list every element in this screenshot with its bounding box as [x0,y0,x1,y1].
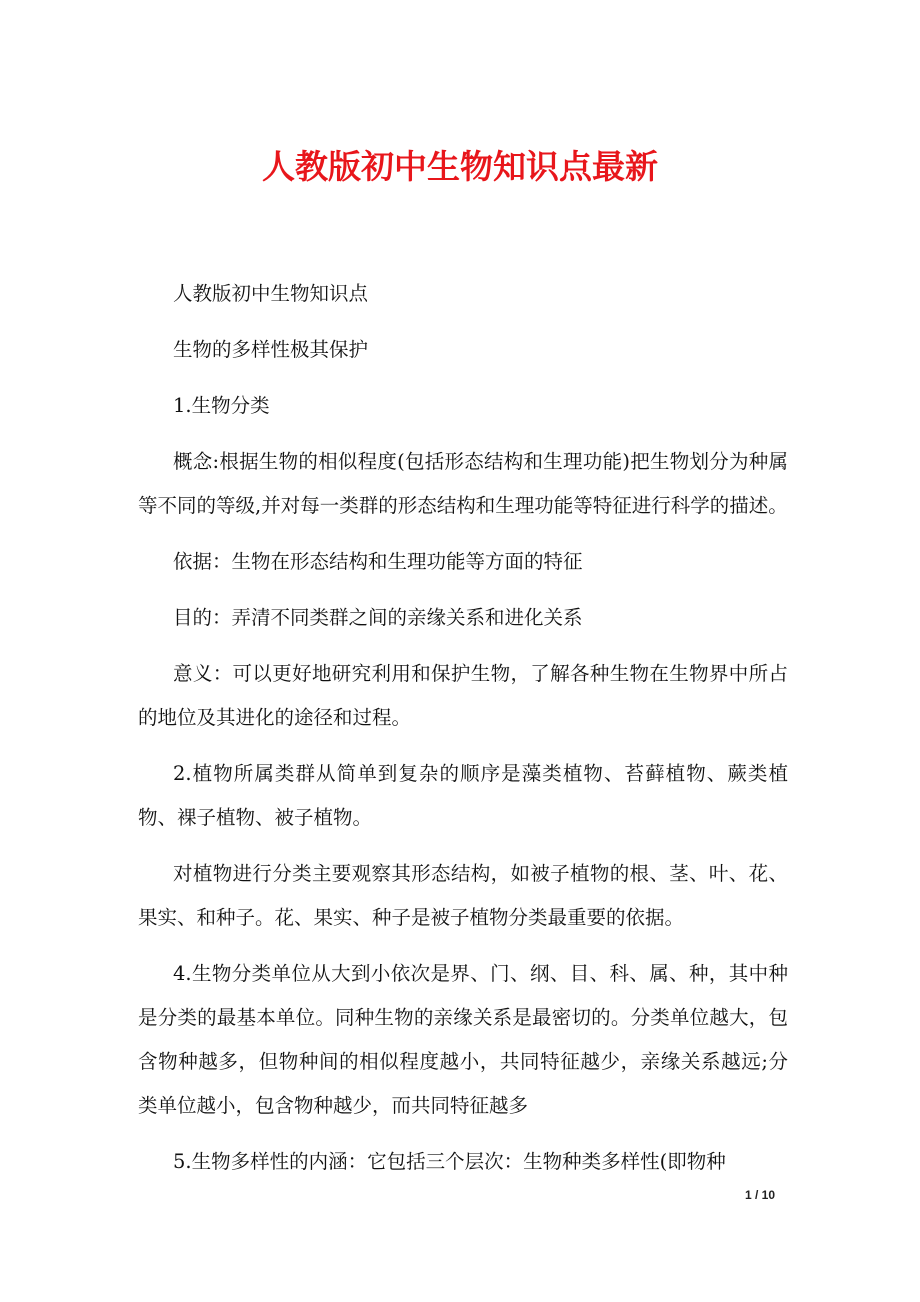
paragraph: 生物的多样性极其保护 [173,338,369,361]
document-title: 人教版初中生物知识点最新 [262,147,658,186]
paragraph: 意义：可以更好地研究利用和保护生物，了解各种生物在生物界中所占的地位及其进化的途径和过程。 [138,662,788,729]
paragraph: 2.植物所属类群从简单到复杂的顺序是藻类植物、苔藓植物、蕨类植物、裸子植物、被子植物。 [138,762,788,829]
document-body [138,272,788,1196]
paragraph: 1.生物分类 [173,394,270,417]
page-number: 1 / 10 [744,1188,776,1202]
paragraph: 对植物进行分类主要观察其形态结构，如被子植物的根、茎、叶、花、果实、和种子。花、果实、种子是被子植物分类最重要的依据。 [138,862,788,929]
paragraph: 4.生物分类单位从大到小依次是界、门、纲、目、科、属、种，其中种是分类的最基本单位。同种生物的亲缘关系是最密切的。分类单位越大，包含物种越多，但物种间的相似程度越小，共同特征越少，亲缘关系越远;分类单位越小，包含物种越少，而共同特征越多 [138,962,788,1117]
paragraph: 5.生物多样性的内涵：它包括三个层次：生物种类多样性(即物种 [173,1150,726,1173]
paragraph: 概念:根据生物的相似程度(包括形态结构和生理功能)把生物划分为种属等不同的等级,并对每一类群的形态结构和生理功能等特征进行科学的描述。 [138,450,788,517]
paragraph: 目的：弄清不同类群之间的亲缘关系和进化关系 [173,606,583,629]
paragraph: 人教版初中生物知识点 [173,282,369,305]
paragraph: 依据：生物在形态结构和生理功能等方面的特征 [173,550,583,573]
